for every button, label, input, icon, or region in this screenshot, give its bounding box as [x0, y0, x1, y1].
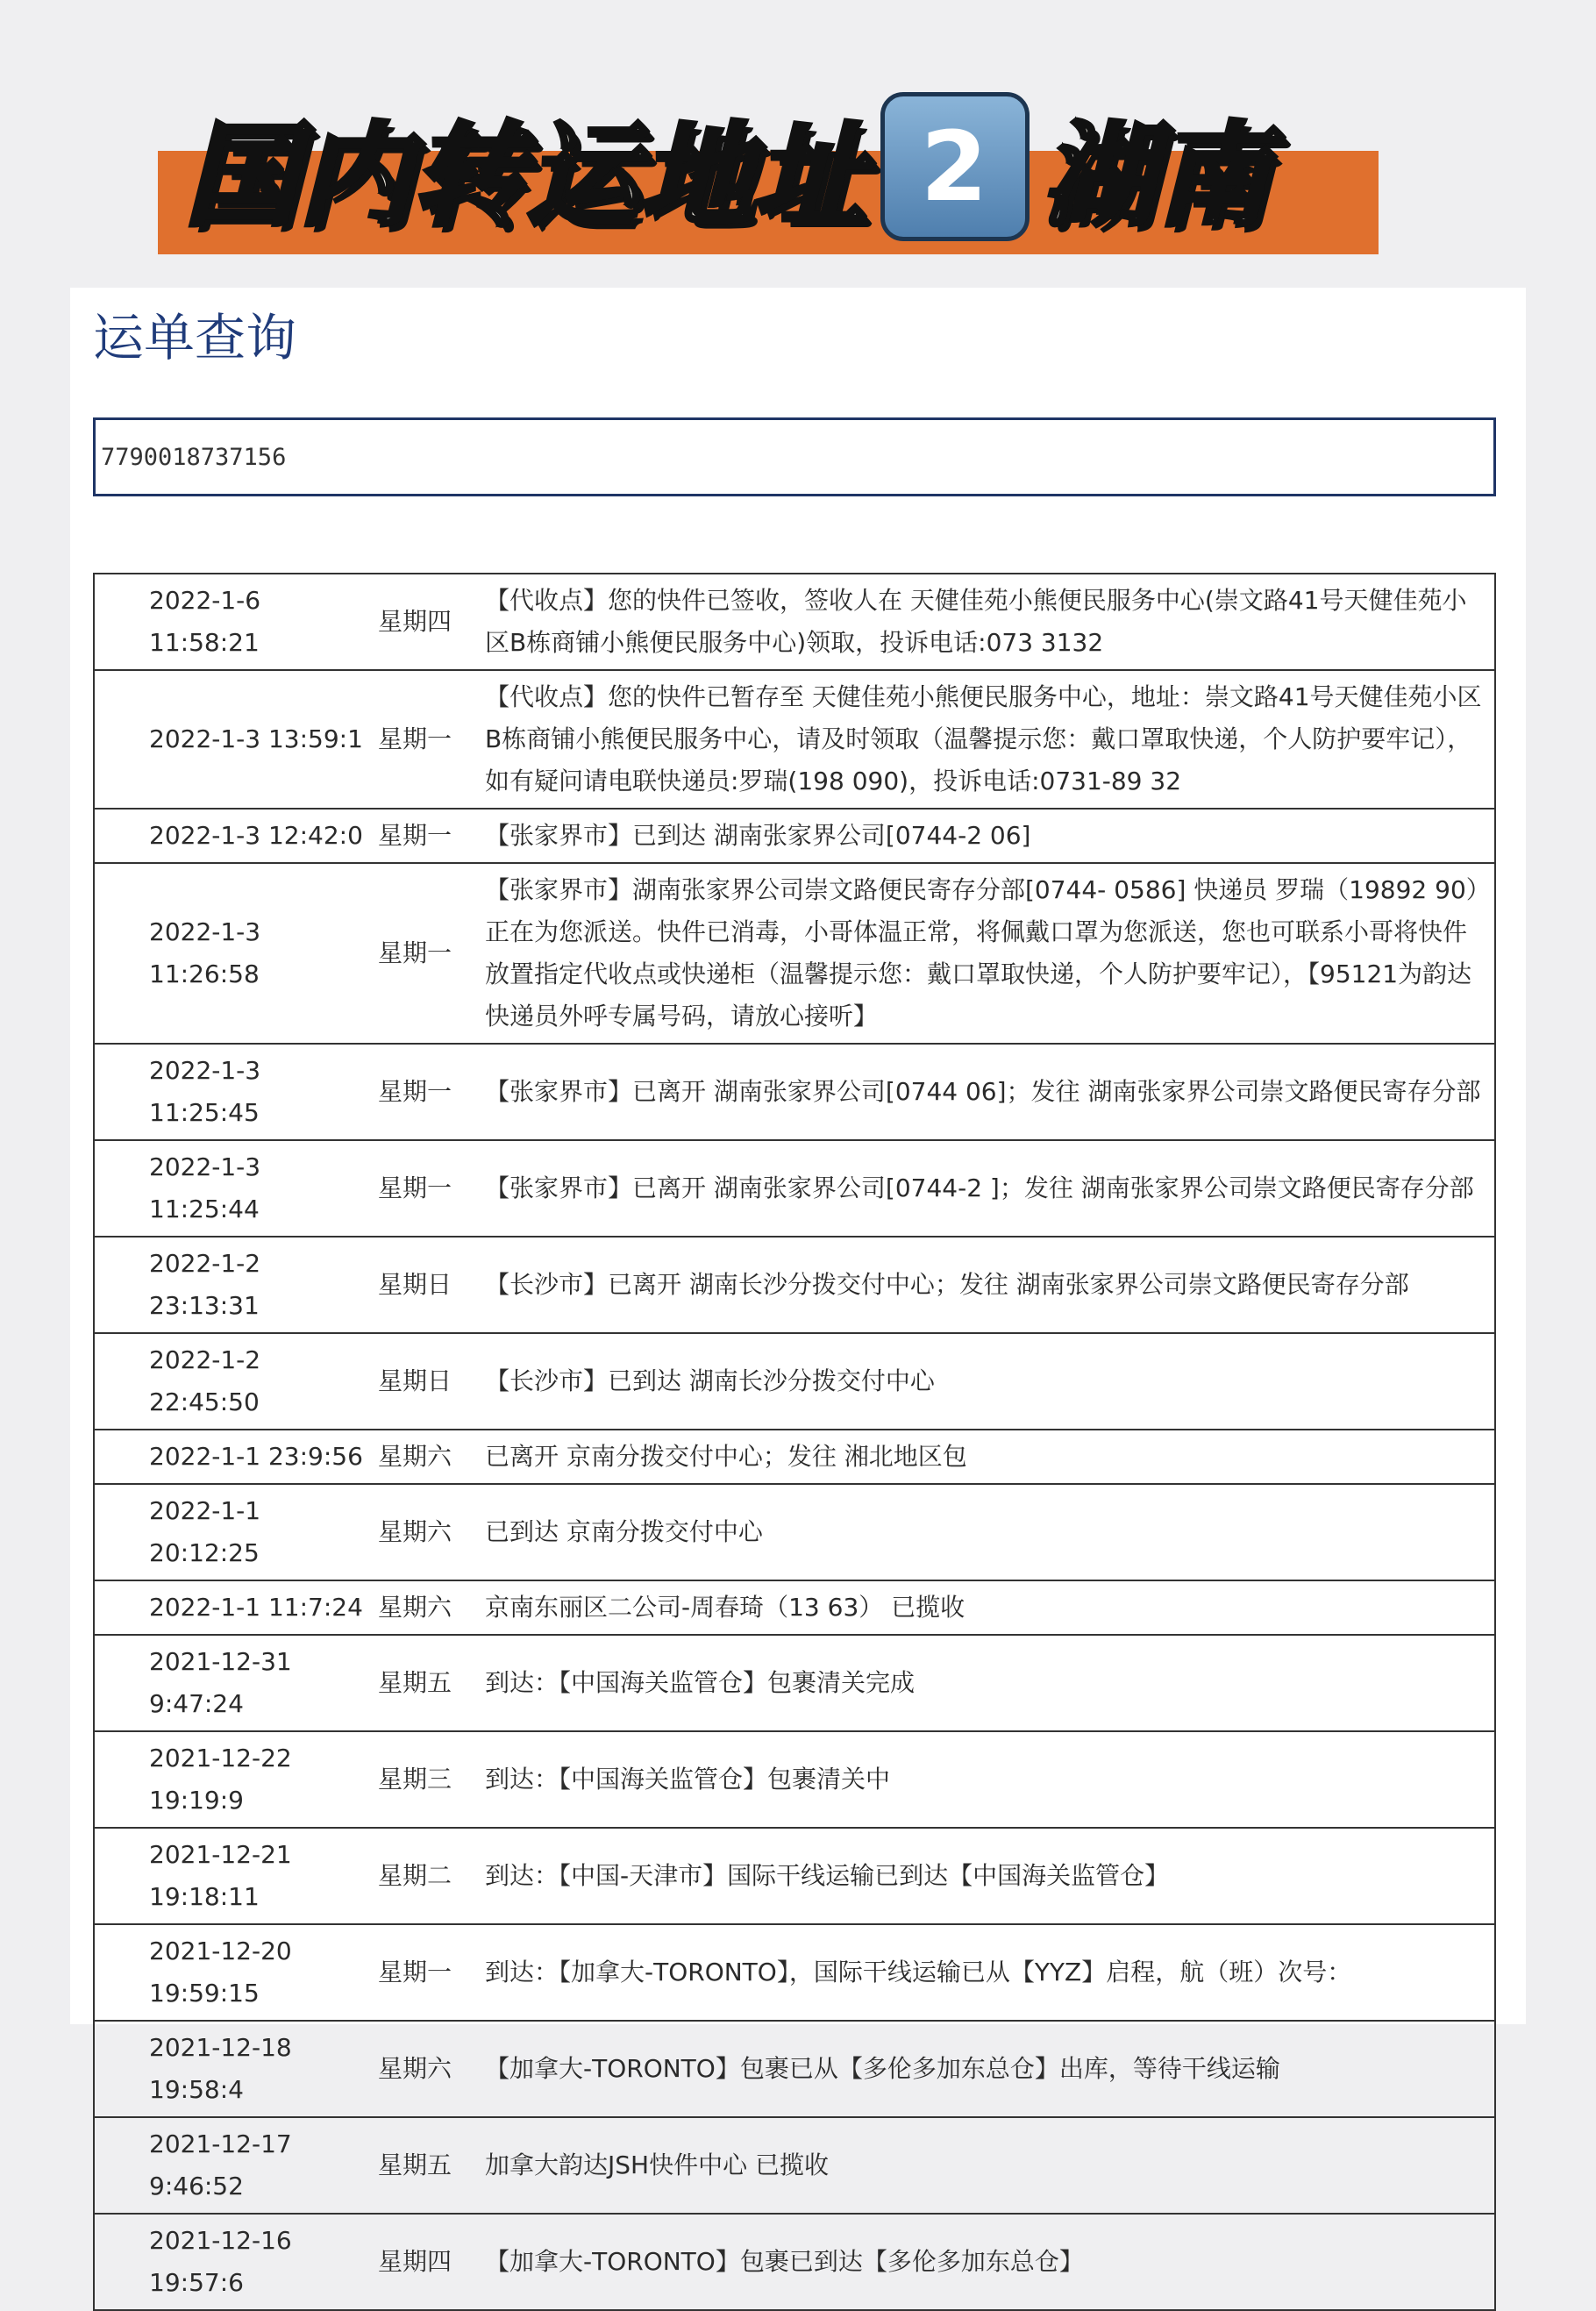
- row-time: 2022-1-3 11:25:45: [94, 1044, 378, 1140]
- row-description: 已离开 京南分拨交付中心；发往 湘北地区包: [485, 1430, 1495, 1484]
- table-row: [94, 1731, 1495, 1828]
- table-row: [94, 1430, 1495, 1484]
- row-weekday: 星期四: [378, 2214, 485, 2310]
- tracking-table: [93, 573, 1496, 2311]
- row-description: 已到达 京南分拨交付中心: [485, 1484, 1495, 1580]
- table-row: [94, 2117, 1495, 2214]
- page-title: 运单查询: [93, 308, 297, 367]
- row-weekday: 星期五: [378, 2117, 485, 2214]
- row-weekday: 星期一: [378, 1044, 485, 1140]
- table-row: [94, 1635, 1495, 1731]
- row-time: 2021-12-22 19:19:9: [94, 1731, 378, 1828]
- row-weekday: 星期一: [378, 1924, 485, 2021]
- table-row: [94, 1140, 1495, 1237]
- row-time: 2021-12-18 19:58:4: [94, 2021, 378, 2117]
- row-description: 【代收点】您的快件已暂存至 天健佳苑小熊便民服务中心，地址：崇文路41号天健佳苑小区B栋商铺小熊便民服务中心，请及时领取（温馨提示您：戴口罩取快递，个人防护要牢记），如有疑问请电联快递员:罗瑞(198 090)，投诉电话:0731-89 32: [485, 670, 1495, 809]
- row-time: 2021-12-21 19:18:11: [94, 1828, 378, 1924]
- row-description: 到达：【加拿大-TORONTO】，国际干线运输已从【YYZ】启程，航（班）次号：: [485, 1924, 1495, 2021]
- row-time: 2021-12-17 9:46:52: [94, 2117, 378, 2214]
- table-row: [94, 1237, 1495, 1333]
- row-weekday: 星期一: [378, 863, 485, 1044]
- table-row: [94, 2214, 1495, 2310]
- row-description: 【加拿大-TORONTO】包裹已到达【多伦多加东总仓】: [485, 2214, 1495, 2310]
- table-row: [94, 670, 1495, 809]
- table-row: [94, 1924, 1495, 2021]
- row-time: 2021-12-20 19:59:15: [94, 1924, 378, 2021]
- row-time: 2022-1-1 11:7:24: [94, 1580, 378, 1635]
- row-weekday: 星期五: [378, 1635, 485, 1731]
- row-weekday: 星期六: [378, 1580, 485, 1635]
- tracking-number-field[interactable]: [93, 417, 1496, 496]
- row-description: 加拿大韵达JSH快件中心 已揽收: [485, 2117, 1495, 2214]
- row-weekday: 星期一: [378, 1140, 485, 1237]
- row-weekday: 星期日: [378, 1333, 485, 1430]
- row-time: 2022-1-2 22:45:50: [94, 1333, 378, 1430]
- table-row: [94, 1580, 1495, 1635]
- row-description: 【张家界市】已离开 湖南张家界公司[0744 06]；发往 湖南张家界公司崇文路便民寄存分部: [485, 1044, 1495, 1140]
- tracking-card: [70, 288, 1526, 2297]
- table-row: [94, 863, 1495, 1044]
- row-description: 【长沙市】已离开 湖南长沙分拨交付中心；发往 湖南张家界公司崇文路便民寄存分部: [485, 1237, 1495, 1333]
- row-description: 到达：【中国海关监管仓】包裹清关完成: [485, 1635, 1495, 1731]
- table-row: [94, 574, 1495, 670]
- table-row: [94, 1333, 1495, 1430]
- row-description: 到达：【中国海关监管仓】包裹清关中: [485, 1731, 1495, 1828]
- row-time: 2021-12-31 9:47:24: [94, 1635, 378, 1731]
- row-weekday: 星期六: [378, 1430, 485, 1484]
- row-description: 到达：【中国-天津市】国际干线运输已到达【中国海关监管仓】: [485, 1828, 1495, 1924]
- table-row: [94, 809, 1495, 863]
- row-time: 2022-1-3 12:42:0: [94, 809, 378, 863]
- row-description: 京南东丽区二公司-周春琦（13 63） 已揽收: [485, 1580, 1495, 1635]
- number-badge: 2: [880, 92, 1030, 241]
- row-time: 2022-1-3 13:59:1: [94, 670, 378, 809]
- tracking-number-input[interactable]: [96, 420, 1493, 494]
- banner-text-right: 湖南: [1042, 111, 1271, 242]
- row-description: 【加拿大-TORONTO】包裹已从【多伦多加东总仓】出库，等待干线运输: [485, 2021, 1495, 2117]
- row-description: 【张家界市】已离开 湖南张家界公司[0744-2 ]；发往 湖南张家界公司崇文路便民寄存分部: [485, 1140, 1495, 1237]
- row-weekday: 星期三: [378, 1731, 485, 1828]
- row-description: 【长沙市】已到达 湖南长沙分拨交付中心: [485, 1333, 1495, 1430]
- row-weekday: 星期四: [378, 574, 485, 670]
- row-description: 【张家界市】已到达 湖南张家界公司[0744-2 06]: [485, 809, 1495, 863]
- table-row: [94, 1484, 1495, 1580]
- row-weekday: 星期六: [378, 2021, 485, 2117]
- row-weekday: 星期二: [378, 1828, 485, 1924]
- row-time: 2022-1-1 20:12:25: [94, 1484, 378, 1580]
- row-weekday: 星期一: [378, 809, 485, 863]
- row-time: 2022-1-6 11:58:21: [94, 574, 378, 670]
- table-row: [94, 2021, 1495, 2117]
- row-time: 2022-1-2 23:13:31: [94, 1237, 378, 1333]
- table-row: [94, 1828, 1495, 1924]
- banner-text-left: 国内转运地址: [184, 111, 869, 242]
- row-description: 【代收点】您的快件已签收，签收人在 天健佳苑小熊便民服务中心(崇文路41号天健佳苑小区B栋商铺小熊便民服务中心)领取，投诉电话:073 3132: [485, 574, 1495, 670]
- row-time: 2022-1-1 23:9:56: [94, 1430, 378, 1484]
- row-time: 2022-1-3 11:26:58: [94, 863, 378, 1044]
- row-time: 2021-12-16 19:57:6: [94, 2214, 378, 2310]
- table-row: [94, 1044, 1495, 1140]
- row-time: 2022-1-3 11:25:44: [94, 1140, 378, 1237]
- row-description: 【张家界市】湖南张家界公司崇文路便民寄存分部[0744- 0586] 快递员 罗瑞（19892 90） 正在为您派送。快件已消毒，小哥体温正常，将佩戴口罩为您派送，您也可联系小哥将快件放置指定代收点或快递柜（温馨提示您：戴口罩取快递，个人防护要牢记），【95121为韵达快递员外呼专属号码，请放心接听】: [485, 863, 1495, 1044]
- banner-title: [184, 88, 1270, 246]
- row-weekday: 星期日: [378, 1237, 485, 1333]
- row-weekday: 星期六: [378, 1484, 485, 1580]
- row-weekday: 星期一: [378, 670, 485, 809]
